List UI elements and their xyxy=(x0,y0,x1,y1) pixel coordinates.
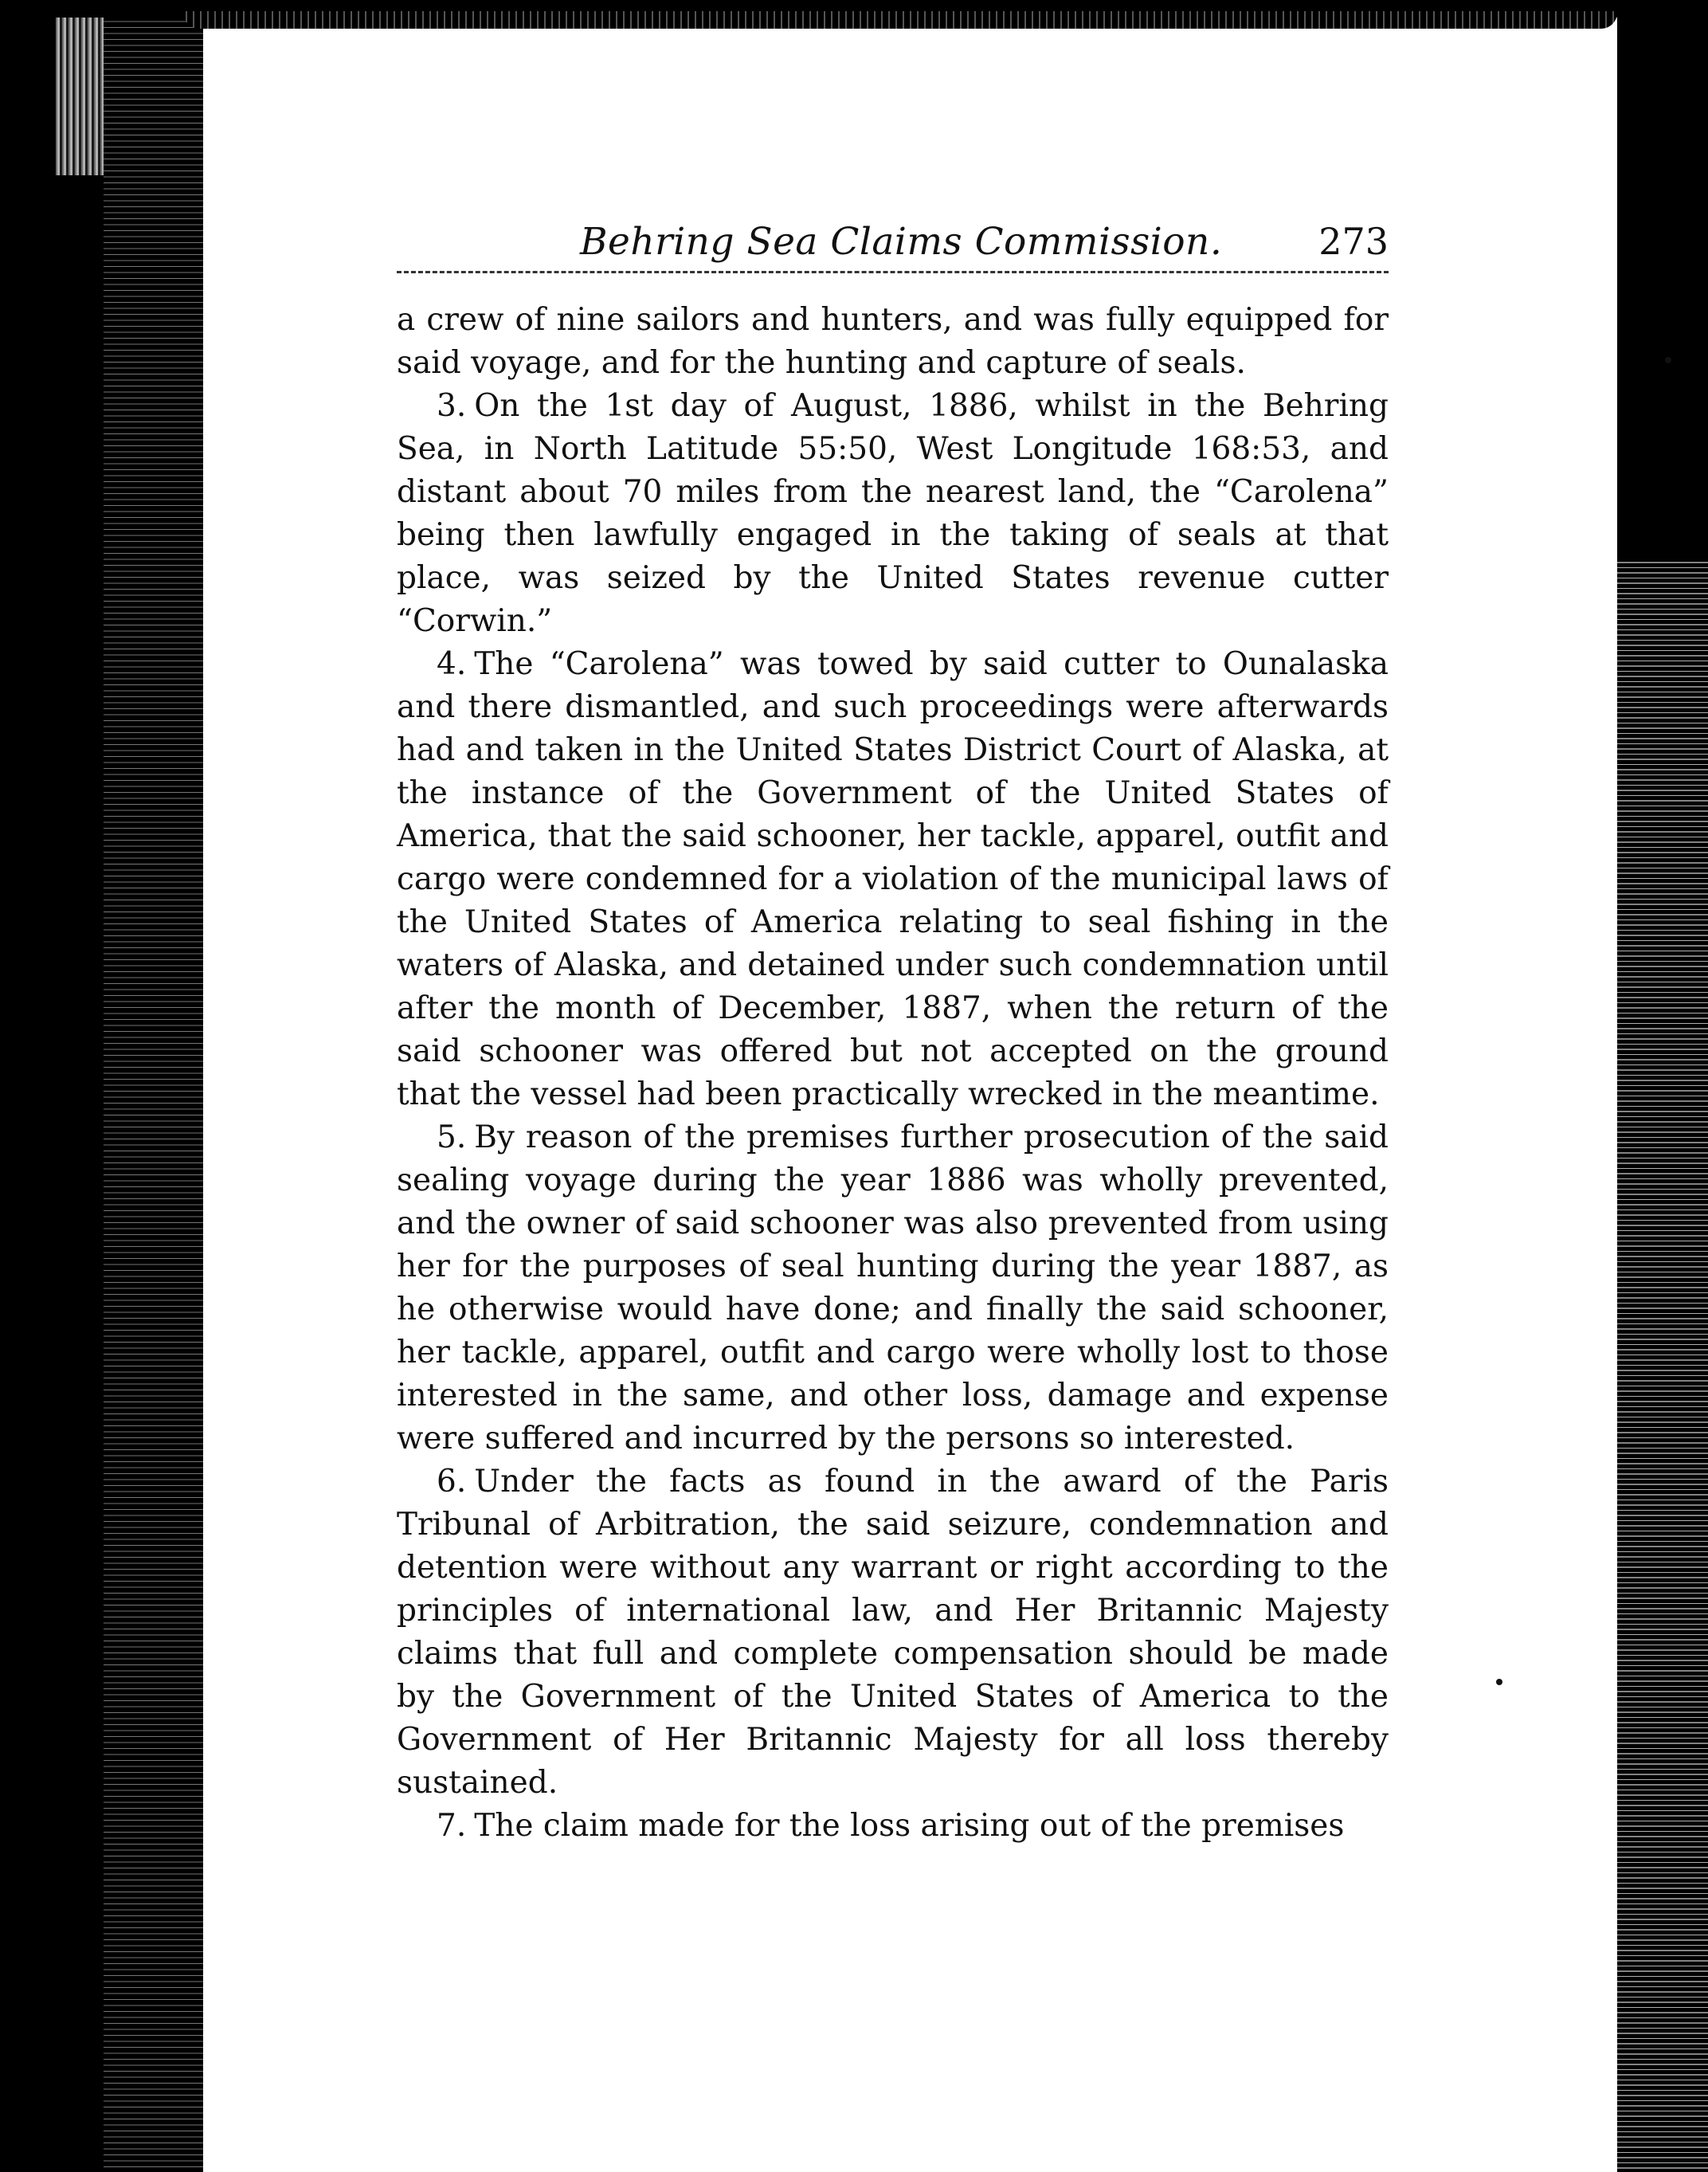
paragraph-text: By reason of the premises further prosecution of the said sealing voyage during the year 1886 was wholly prevented, and the owner of said schooner was also prevented from using her for the purposes of seal hunting during the year 1887, as he otherwise would have done; and finally the said schooner, her tackle, apparel, outfit and cargo were wholly lost to those interested in the same, and other loss, damage and expense were suffered and incurred by the persons so interested. xyxy=(397,1119,1389,1456)
scan-left-edge-texture xyxy=(104,16,203,2172)
paragraph-text: Under the facts as found in the award of the Paris Tribunal of Arbitration, the said seizure, condemnation and detention were without any warrant or right according to the principles of international law, and Her Britannic Majesty claims that full and complete compensation should be made by the Government of the United States of America to the Government of Her Britannic Majesty for all loss thereby sustained. xyxy=(397,1464,1389,1801)
running-head-title: Behring Sea Claims Commission. xyxy=(580,220,1223,264)
paragraph-text: The claim made for the loss arising out of the premises xyxy=(474,1808,1345,1844)
paragraph-7 xyxy=(397,1805,1389,1848)
paragraph-number: 3. xyxy=(437,388,467,424)
paragraph-4 xyxy=(397,643,1389,1116)
paragraph-number: 5. xyxy=(437,1119,467,1155)
paragraph-number: 4. xyxy=(437,646,467,682)
scan-speck xyxy=(1496,1679,1502,1685)
paragraph-number: 6. xyxy=(437,1464,467,1500)
paragraph-text: a crew of nine sailors and hunters, and was fully equipped for said voyage, and for the hunting and capture of seals. xyxy=(397,302,1389,381)
body-text xyxy=(397,299,1389,1848)
running-head xyxy=(397,214,1389,277)
scan-right-edge-texture xyxy=(1617,558,1708,2172)
scan-speck xyxy=(1665,357,1671,363)
paragraph-text: On the 1st day of August, 1886, whilst in the Behring Sea, in North Latitude 55:50, West Longitude 168:53, and distant about 70 miles from the nearest land, the “Carolena” being then lawfully engaged in the taking of seals at that place, was seized by the United States revenue cutter “Corwin.” xyxy=(397,388,1389,639)
paragraph-text: The “Carolena” was towed by said cutter to Ounalaska and there dismantled, and such proceedings were afterwards had and taken in the United States District Court of Alaska, at the instance of the Government of the United States of America, that the said schooner, her tackle, apparel, outfit and cargo were condemned for a violation of the municipal laws of the United States of America relating to seal fishing in the waters of Alaska, and detained under such condemnation until after the month of December, 1887, when the return of the said schooner was offered but not accepted on the ground that the vessel had been practically wrecked in the meantime. xyxy=(397,646,1389,1112)
running-head-rule xyxy=(397,271,1389,273)
paragraph-3 xyxy=(397,385,1389,643)
page-number: 273 xyxy=(1318,220,1389,263)
paragraph-6 xyxy=(397,1460,1389,1805)
paragraph-5 xyxy=(397,1116,1389,1460)
paragraph-number: 7. xyxy=(437,1808,467,1844)
paragraph-continuation xyxy=(397,299,1389,385)
scan-top-edge-noise xyxy=(183,11,1617,29)
